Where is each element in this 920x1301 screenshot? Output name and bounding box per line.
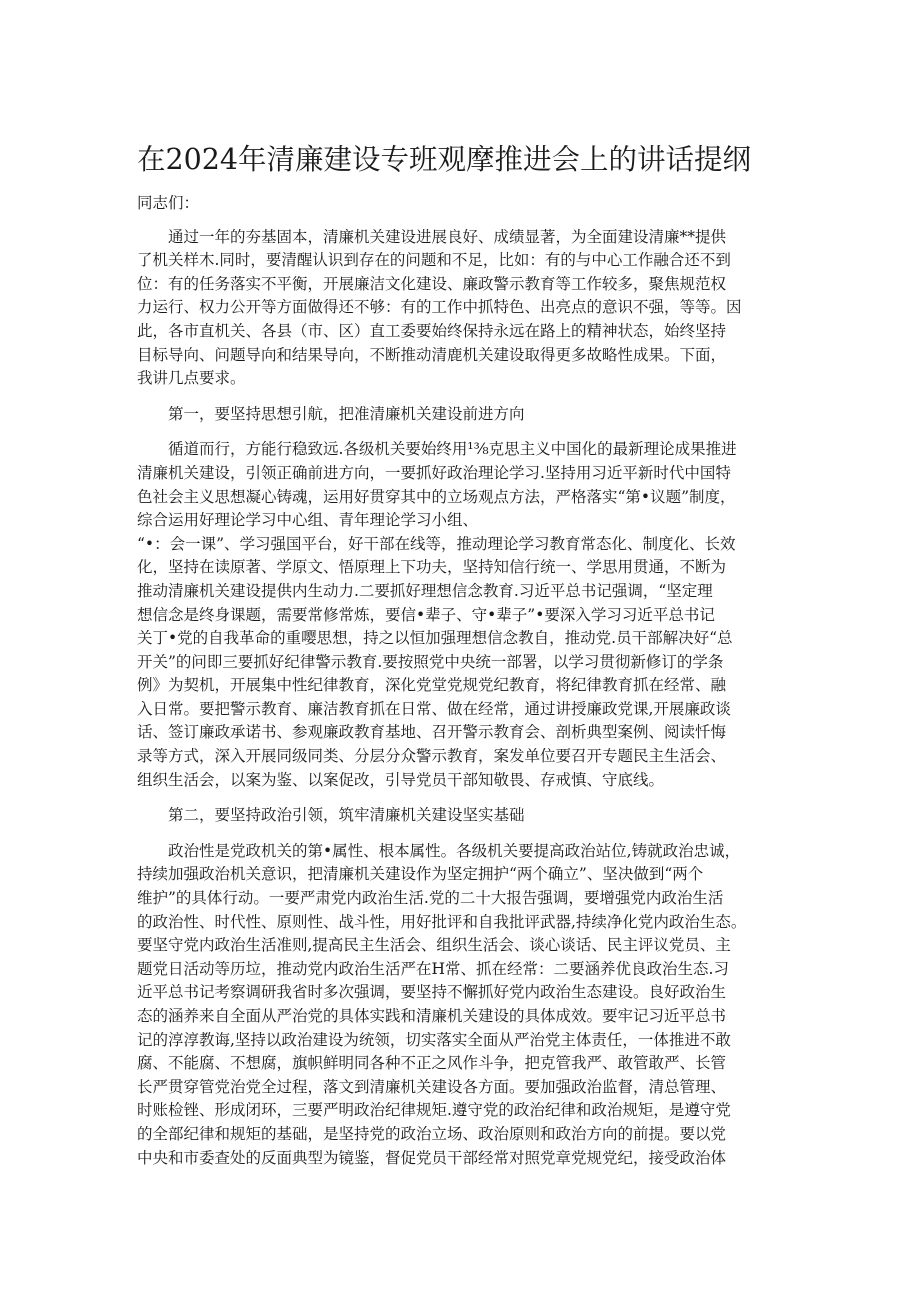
- section-heading: 第二，要坚持政治引领，筑牢清廉机关建设坚实基础: [137, 806, 525, 825]
- paragraph-line: 入日常。要把警示教育、廉洁教育抓在日常、做在经常，通过讲授廉政党课,开展廉政谈: [137, 699, 731, 718]
- paragraph-line: 维护”的具体行动。一要严肃党内政治生活.党的二十大报告强调，要增强党内政治生活: [137, 889, 724, 908]
- paragraph-line: 录等方式，深入开展同级同类、分层分众警示教育，案发单位要召开专题民主生活会、: [137, 747, 727, 766]
- paragraph-line: 时账检锉、形成闭环，三要严明政治纪律规矩.遵守党的政治纪律和政治规矩，是遵守党: [137, 1101, 731, 1120]
- paragraph-line: 色社会主义思想凝心铸魂，运用好贯穿其中的立场观点方法，严格落实“第•议题”制度，: [137, 487, 736, 506]
- paragraph-line: 我讲几点要求。: [137, 369, 246, 388]
- paragraph-line: 清廉机关建设，引领正确前进方向，一要抓好政治理论学习.坚持用习近平新时代中国特: [137, 463, 731, 482]
- spacer: [137, 828, 787, 840]
- paragraph-line: 此，各市直机关、各县（市、区）直工委要始终保持永远在路上的精神状态，始终坚持: [137, 321, 727, 340]
- paragraph-line: 位：有的任务落实不平衡，开展廉洁文化建设、廉政警示教育等工作较多，聚焦规范权: [137, 274, 727, 293]
- paragraph-line: 关丁•党的自我革命的重嘤思想，持之以恒加强理想信念教自，推动党.员干部解决好“总: [137, 629, 733, 648]
- section1-paragraph: [137, 438, 787, 792]
- section-heading: 第一，要坚持思想引航，把准清廉机关建设前进方向: [137, 404, 525, 423]
- spacer: [137, 792, 787, 804]
- paragraph-line: “•：会一课”、学习强国平台，好干部在线等，推动理论学习教育常态化、制度化、长效: [137, 534, 736, 553]
- paragraph-line: 目标导向、问题导向和结果导向，不断推动清鹿机关建设取得更多故略性成果。下面，: [137, 345, 727, 364]
- paragraph-line: 想信念是终身课题，需要常修常炼，要信•辈子、守•辈子”•要深入学习习近平总书记: [137, 605, 715, 624]
- paragraph-line: 要坚守党内政治生活准则,提高民主生活会、组织生活会、谈心谈话、民主评议党员、主: [137, 936, 731, 955]
- document-body: [137, 192, 787, 1170]
- paragraph-line: 组织生活会，以案为鉴、以案促改，引导党员干部知敬畏、存戒慎、守底线。: [137, 770, 665, 789]
- paragraph-line: 开关”的问即三要抓好纪律警示教育.要按照党中央统一部署，以学习贯彻新修订的学条: [137, 652, 724, 671]
- paragraph-line: 长严贯穿管党治党全过程，落文到清廉机关建设各方面。要加强政治监督，清总管理、: [137, 1077, 727, 1096]
- section2-paragraph: [137, 840, 787, 1170]
- salutation: 同志们：: [137, 194, 200, 212]
- paragraph-line: 通过一年的夯基固本，清廉机关建设进展良好、成绩显著，为全面建设清廉**提供: [137, 227, 727, 246]
- document-title: 在2024年清廉建设专班观摩推进会上的讲话提纲: [137, 143, 752, 176]
- spacer: [137, 391, 787, 403]
- paragraph-line: 力运行、权力公开等方面做得还不够：有的工作中抓特色、出亮点的意识不强，等等。因: [137, 298, 742, 317]
- intro-paragraph: [137, 226, 787, 391]
- paragraph-line: 综合运用好理论学习中心组、青年理论学习小组、: [137, 511, 479, 530]
- spacer: [137, 216, 787, 226]
- paragraph-line: 的全部纪律和规矩的基础，是坚持党的政治立场、政治原则和政治方向的前提。要以党: [137, 1124, 727, 1143]
- paragraph-line: 的政治性、时代性、原则性、战斗性，用好批评和自我批评武器,持续净化党内政治生态。: [137, 912, 747, 931]
- paragraph-line: 了机关样木.同时，要清醒认识到存在的问题和不足，比如：有的与中心工作融合还不到: [137, 251, 731, 270]
- paragraph-line: 记的淳淳教诲,坚持以政治建设为统领，切实落实全面从严治党主体责任，一体推进不敢: [137, 1030, 731, 1049]
- paragraph-line: 推动清廉机关建设提供内生动力.二要抓好理想信念教育.习近平总书记强调，“坚定理: [137, 581, 713, 600]
- paragraph-line: 话、签订廉政承诺书、参观廉政教育基地、召开警示教育会、剖析典型案例、阅读忏悔: [137, 723, 727, 742]
- paragraph-line: 近平总书记考察调研我省时多次强调，要坚持不懈抓好党内政治生态建设。良好政治生: [137, 983, 727, 1002]
- paragraph-line: 政治性是党政机关的第•属性、根本属性。各级机关要提高政治站位,铸就政治忠诚，: [137, 841, 741, 860]
- paragraph-line: 腐、不能腐、不想腐，旗帜鲜明同各种不正之风作斗争，把克管我严、敢管敢严、长管: [137, 1054, 727, 1073]
- paragraph-line: 例》为契机，开展集中性纪律教育，深化党堂党规党纪教育，将纪律教育抓在经常、融: [137, 676, 727, 695]
- paragraph-line: 题党日活动等历垃，推动党内政治生活严在H常、抓在经常：二要涵养优良政治生态.习: [137, 959, 729, 978]
- paragraph-line: 态的涵养来自全面从严治党的具体实践和清廉机关建设的具体成效。要牢记习近平总书: [137, 1007, 727, 1025]
- paragraph-line: 循道而行，方能行稳致远.各级机关要始终用¹⅜克思主义中国化的最新理论成果推进: [137, 440, 737, 459]
- paragraph-line: 化，坚持在读原著、学原文、悟原理上下功夫，坚持知信行统一、学思用贯通，不断为: [137, 558, 727, 577]
- spacer: [137, 426, 787, 438]
- paragraph-line: 中央和市委查处的反面典型为镜鉴，督促党员干部经常对照党章党规党纪，接受政治体: [137, 1148, 727, 1167]
- paragraph-line: 持续加强政治机关意识，把清廉机关建设作为坚定拥护“两个确立”、坚决做到“两个: [137, 865, 704, 884]
